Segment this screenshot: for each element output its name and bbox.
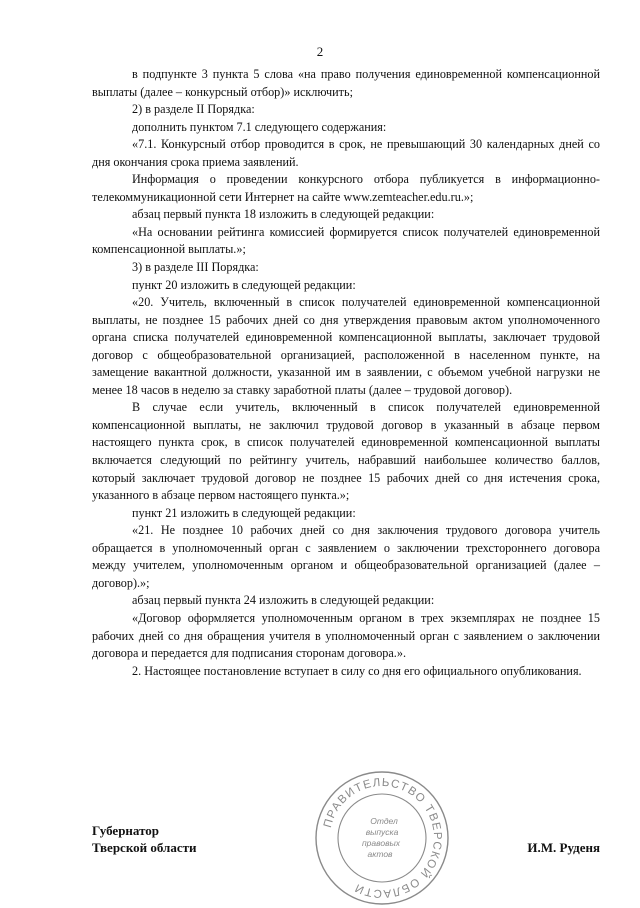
paragraph: 3) в разделе III Порядка:	[132, 260, 259, 275]
paragraph: дополнить пунктом 7.1 следующего содержания:	[132, 119, 387, 134]
paragraph: «7.1. Конкурсный отбор проводится в срок, не превышающий 30 календарных дней со дня окончания срока приема заявлений.	[92, 137, 600, 169]
paragraph: пункт 20 изложить в следующей редакции:	[132, 277, 356, 292]
paragraph: Информация о проведении конкурсного отбора публикуется в информационно-телекоммуникационной сети Интернет на сайте www.zemteacher.edu.ru.»;	[92, 172, 600, 204]
paragraph: в подпункте 3 пункта 5 слова «на право получения единовременной компенсационной выплаты (далее – конкурсный отбор)» исключить;	[92, 67, 600, 99]
paragraph: абзац первый пункта 24 изложить в следующей редакции:	[132, 593, 435, 608]
paragraph: «20. Учитель, включенный в список получателей единовременной компенсационной выплаты, не позднее 15 рабочих дней со дня утверждения правовым актом уполномоченного органа списка получателей единовременной компенсационной выплаты, заключает трудовой договор с общеобразовательной организацией, расположенной в населенном пункте, на замещение вакантной должности, указанной им в заявлении, с объемом учебной нагрузки не менее 18 часов в неделю за ставку заработной платы (далее – трудовой договор).	[92, 295, 600, 397]
paragraph: В случае если учитель, включенный в список получателей единовременной компенсационной выплаты, не заключил трудовой договор в указанный в абзаце первом настоящего пункта срок, в список получателей единовременной компенсационной выплаты включается следующий по рейтингу учитель, набравший наибольшее количество баллов, который заключает трудовой договор не позднее 15 рабочих дней со дня истечения срока, указанного в абзаце первом настоящего пункта.»;	[92, 400, 600, 503]
paragraph: абзац первый пункта 18 изложить в следующей редакции:	[132, 207, 435, 222]
paragraph: пункт 21 изложить в следующей редакции:	[132, 505, 356, 520]
paragraph: 2. Настоящее постановление вступает в силу со дня его официального опубликования.	[132, 663, 582, 678]
signatory-position-line: Тверской области	[92, 840, 197, 855]
signatory-position	[92, 822, 197, 856]
stamp-inner-line: выпуска	[365, 827, 399, 837]
stamp-inner-line: правовых	[361, 838, 401, 848]
signatory-position-line: Губернатор	[92, 823, 160, 838]
paragraph: «Договор оформляется уполномоченным органом в трех экземплярах не позднее 15 рабочих дней со дня обращения учителя в уполномоченный орган с заявлением о заключении договора и передается для подписания сторонам договора.».	[92, 610, 600, 661]
stamp-ring-text: ПРАВИТЕЛЬСТВО ТВЕРСКОЙ ОБЛАСТИ	[322, 776, 444, 900]
page-number: 2	[316, 44, 324, 59]
signatory-name: И.М. Руденя	[527, 840, 600, 855]
paragraph: «21. Не позднее 10 рабочих дней со дня заключения трудового договора учитель обращается в уполномоченный орган с заявлением о заключении трехстороннего договора между учителем, уполномоченным органом и общеобразовательной организацией (далее – договор).»;	[92, 523, 600, 590]
seal-stamp	[312, 768, 452, 908]
document-body	[92, 66, 600, 680]
paragraph: «На основании рейтинга комиссией формируется список получателей единовременной компенсационной выплаты.»;	[92, 224, 600, 257]
stamp-inner-line: Отдел	[370, 816, 398, 826]
stamp-inner-line: актов	[367, 849, 393, 859]
paragraph: 2) в разделе II Порядка:	[132, 102, 255, 117]
